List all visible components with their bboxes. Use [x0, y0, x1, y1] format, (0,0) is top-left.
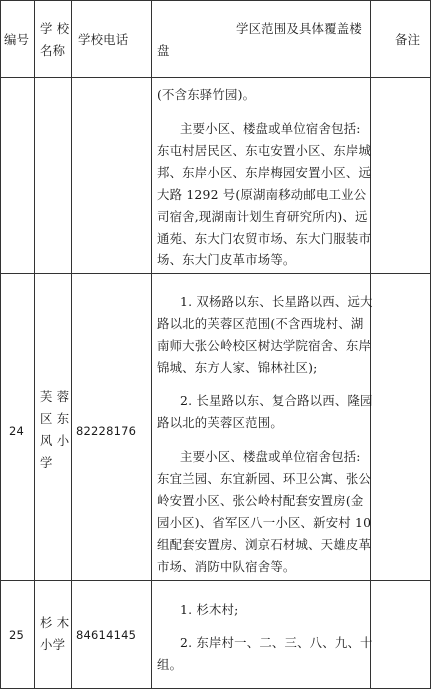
school-name-line: 风 小: [40, 433, 70, 448]
area-line: 大路 1292 号(原湖南移动邮电工业公: [157, 187, 367, 202]
area-line: 主要小区、楼盘或单位宿舍包括:: [180, 121, 361, 136]
area-line: 路以北的芙蓉区范围(不含西垅村、湖: [157, 316, 364, 331]
area-line: 路以北的芙蓉区范围。: [157, 415, 283, 430]
row-number: 24: [9, 424, 25, 438]
row-number: 25: [9, 628, 25, 642]
col-border: [71, 0, 72, 689]
area-line: 司宿舍,现湖南计划生育研究所内)、远: [157, 209, 368, 224]
school-name-line: 区 东: [40, 411, 70, 426]
area-line: 2. 东岸村一、二、三、八、九、十: [180, 635, 373, 650]
header-phone: 学校电话: [78, 32, 129, 47]
area-line: 主要小区、楼盘或单位宿舍包括:: [180, 449, 361, 464]
header-area-line2: 盘: [157, 43, 170, 58]
area-line: 场、东大门皮革市场等。: [157, 252, 296, 267]
area-line: 组配套安置房、浏京石材城、天雄皮革: [157, 537, 372, 552]
area-line: 邦、东岸小区、东岸梅园安置小区、远: [157, 165, 372, 180]
area-line: 市场、消防中队宿舍等。: [157, 559, 296, 574]
area-line: 通苑、东大门农贸市场、东大门服装市: [157, 231, 372, 246]
school-name-line: 杉 木: [40, 615, 70, 630]
col-border: [151, 0, 152, 689]
row-divider: [0, 580, 431, 581]
table-top-border: [0, 0, 431, 1]
header-school-name-line1: 学 校: [40, 21, 70, 36]
area-line: 组。: [157, 657, 183, 672]
area-line: 2. 长星路以东、复合路以西、隆园: [180, 393, 373, 408]
school-name-line: 学: [40, 455, 53, 470]
area-line: 锦城、东方人家、锦林社区);: [157, 360, 318, 375]
school-name-line: 芙 蓉: [40, 389, 70, 404]
col-border: [0, 0, 1, 689]
area-line: 1. 杉木村;: [180, 602, 239, 617]
area-line: 岭安置小区、张公岭村配套安置房(金: [157, 493, 364, 508]
area-line: 东屯村居民区、东屯安置小区、东岸城: [157, 143, 372, 158]
row-divider: [0, 273, 431, 274]
col-border: [34, 0, 35, 689]
header-school-name-line2: 名称: [40, 43, 66, 58]
table-bottom-border: [0, 688, 431, 689]
header-area-line1: 学区范围及具体覆盖楼: [236, 21, 362, 36]
school-phone: 84614145: [76, 628, 137, 642]
school-phone: 82228176: [76, 424, 137, 438]
area-line: 园小区)、省军区八一小区、新安村 10: [157, 515, 372, 530]
school-name-line: 小学: [40, 637, 66, 652]
header-note: 备注: [395, 32, 421, 47]
area-line: 南师大张公岭校区树达学院宿舍、东岸: [157, 338, 372, 353]
area-line: (不含东驿竹园)。: [157, 87, 256, 102]
header-number: 编号: [4, 32, 30, 47]
area-line: 1. 双杨路以东、长星路以西、远大: [180, 294, 373, 309]
area-line: 东宜兰园、东宜新园、环卫公寓、张公: [157, 471, 372, 486]
header-bottom-border: [0, 77, 431, 78]
